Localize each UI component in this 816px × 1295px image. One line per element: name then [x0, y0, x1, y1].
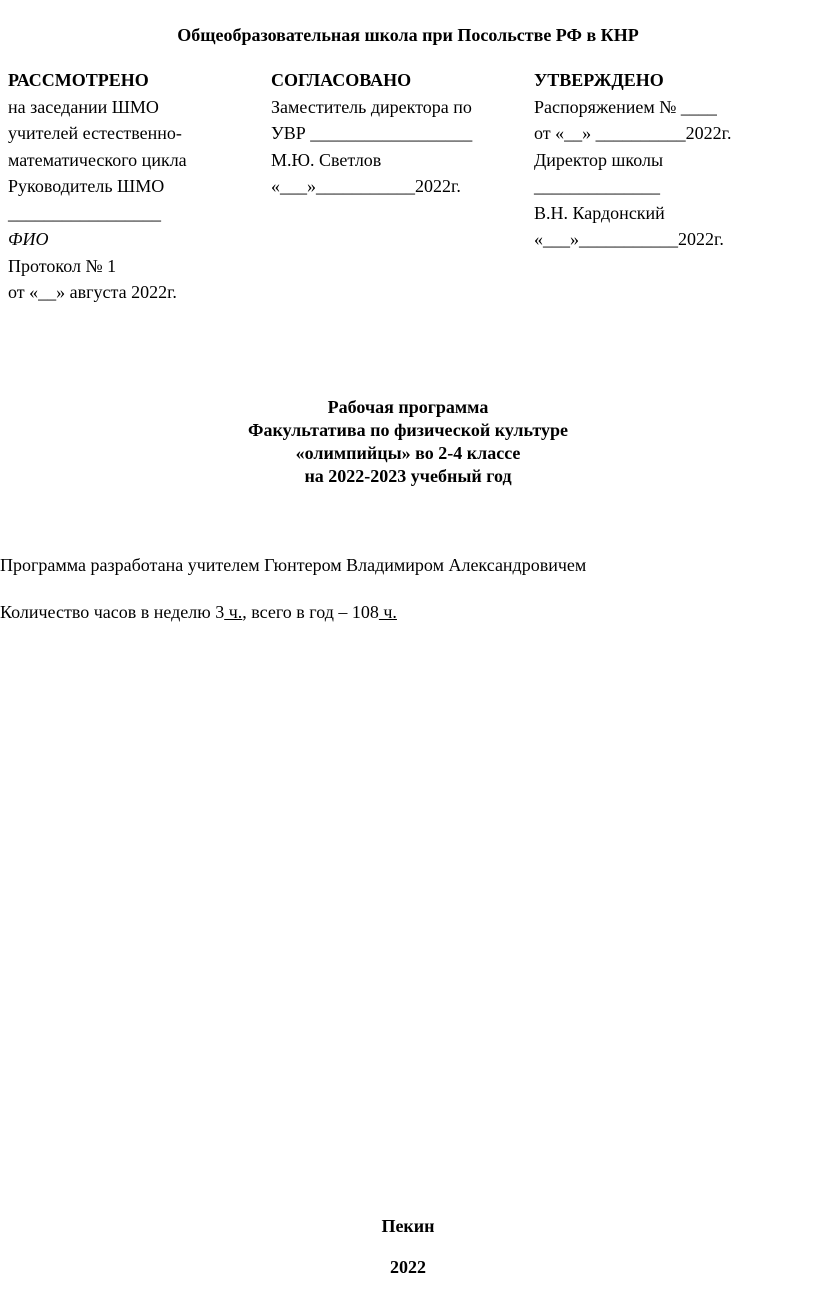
program-hours [0, 600, 397, 624]
agreed-heading: СОГЛАСОВАНО [271, 70, 412, 90]
program-name: «олимпийцы» во 2-4 классе [295, 443, 521, 463]
program-year: на 2022-2023 учебный год [304, 466, 512, 486]
approved-signature-line: ______________ [534, 176, 660, 196]
approved-line: Распоряжением № ____ [534, 96, 717, 117]
agreed-line: Заместитель директора по [271, 96, 472, 117]
considered-line: учителей естественно- [8, 123, 182, 143]
agreed-date: «___»___________2022г. [271, 176, 461, 196]
considered-line: на заседании ШМО [8, 96, 159, 117]
program-title: Рабочая программа [327, 397, 489, 417]
footer-year: 2022 [390, 1257, 426, 1277]
approval-agreed-block [271, 67, 472, 200]
considered-line: математического цикла [8, 149, 187, 170]
hours-middle: , всего в год – 108 [242, 602, 379, 622]
program-title-block [0, 396, 816, 488]
hours-prefix: Количество часов в неделю 3 [0, 602, 225, 622]
hours-year-unit: ч. [378, 602, 397, 622]
footer-city: Пекин [381, 1216, 435, 1236]
agreed-line: УВР __________________ [271, 123, 473, 143]
considered-heading: РАССМОТРЕНО [8, 70, 149, 90]
program-subtitle: Факультатива по физической культуре [248, 420, 568, 440]
approval-approved-block [534, 67, 731, 253]
considered-date: от «__» августа 2022г. [8, 282, 177, 302]
approved-line: В.Н. Кардонский [534, 202, 665, 223]
considered-fio-label: ФИО [8, 229, 49, 249]
approved-heading: УТВЕРЖДЕНО [534, 70, 664, 90]
considered-protocol: Протокол № 1 [8, 255, 117, 276]
approved-date: «___»___________2022г. [534, 229, 724, 249]
approval-considered-block [8, 67, 187, 306]
considered-line: Руководитель ШМО [8, 176, 165, 196]
considered-signature-line: _________________ [8, 202, 161, 223]
agreed-line: М.Ю. Светлов [271, 149, 382, 170]
hours-week-unit: ч. [224, 602, 243, 622]
program-author: Программа разработана учителем Гюнтером Владимиром Александровичем [0, 555, 587, 575]
school-header: Общеобразовательная школа при Посольстве РФ в КНР [177, 25, 639, 45]
approved-line: от «__» __________2022г. [534, 123, 732, 143]
approved-line: Директор школы [534, 149, 664, 170]
